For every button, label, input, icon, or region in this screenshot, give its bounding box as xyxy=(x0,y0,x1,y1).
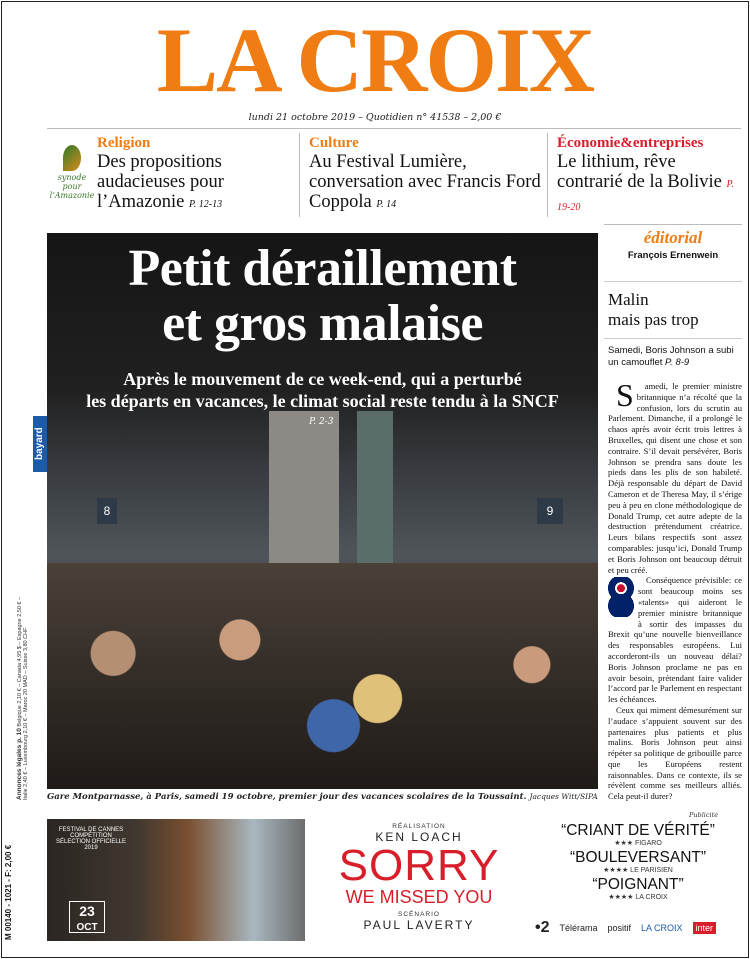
editorial-kicker: éditorial xyxy=(604,224,742,248)
teaser-kicker: Culture xyxy=(309,135,359,151)
lead-headline[interactable]: Petit déraillement et gros malaise xyxy=(128,240,517,352)
press-quotes: “CRIANT DE VÉRITÉ” ★★★ FIGARO “BOULEVERSANT” ★★★★ LE PARISIEN “POIGNANT” ★★★★ LA CROIX xyxy=(561,822,715,901)
positif-logo: positif xyxy=(607,923,632,933)
barcode: M 00140 - 1021 - F: 2,00 € xyxy=(4,844,13,940)
film-title: SORRY xyxy=(338,841,500,890)
teaser-culture[interactable] xyxy=(309,135,547,215)
editorial-column xyxy=(604,224,742,802)
divider xyxy=(604,338,742,339)
telerama-logo: Télérama xyxy=(559,923,598,933)
editorial-title[interactable]: Malin mais pas trop xyxy=(608,290,699,329)
crowd-image xyxy=(47,563,598,789)
teaser-economie[interactable] xyxy=(557,135,741,218)
film-credits: RÉALISATION KEN LOACH SORRY WE MISSED YOU SCÉNARIO PAUL LAVERTY xyxy=(309,823,529,932)
editorial-intro: Samedi, Boris Johnson a subi un camouflet P. 8-9 xyxy=(608,345,734,368)
photo-caption: Gare Montparnasse, à Paris, samedi 19 octobre, premier jour des vacances scolaires de la Toussaint. Jacques Witt/SIPA xyxy=(47,792,598,802)
film-advertisement[interactable] xyxy=(47,819,741,941)
teaser-headline: Des propositions audacieuses pour l’Amazonie P. 12-13 xyxy=(97,152,224,212)
teaser-page: P. 19-20 xyxy=(557,179,734,213)
gate-sign: 8 xyxy=(97,498,117,524)
teaser-page: P. 14 xyxy=(376,199,397,210)
teaser-bar xyxy=(47,128,741,224)
lead-page-ref: P. 2-3 xyxy=(309,417,334,427)
station-pillar xyxy=(357,411,393,581)
dateline: lundi 21 octobre 2019 – Quotidien n° 41538 – 2,00 € xyxy=(248,112,502,123)
ad-label: Publicité xyxy=(689,811,719,819)
gate-sign: 9 xyxy=(537,498,563,524)
synode-label: synode pour l’Amazonie xyxy=(49,173,95,200)
lacroix-logo: LA CROIX xyxy=(641,923,683,933)
uk-eu-flag-icon xyxy=(608,577,634,617)
teaser-kicker: Religion xyxy=(97,135,151,151)
legal-notice: Annonces légales p. 10 Belgique 2,10 € – Canada 4,95 $ – Espagne 2,50 € – Italie 2,40 € – Luxembourg 2,10 € – Maroc 20 MAD – Suisse 3,80 CHF xyxy=(16,596,29,800)
teaser-headline: Au Festival Lumière, conversation avec Francis Ford Coppola P. 14 xyxy=(309,152,541,212)
lead-deck: Après le mouvement de ce week-end, qui a perturbé les départs en vacances, le climat social reste tendu à la SNCF xyxy=(86,369,559,411)
teaser-religion[interactable] xyxy=(97,135,297,215)
film-still xyxy=(47,819,305,941)
station-pillar xyxy=(269,411,339,581)
lead-photo[interactable] xyxy=(47,233,598,789)
partner-logos xyxy=(535,919,735,937)
divider xyxy=(547,133,548,217)
teaser-page: P. 12-13 xyxy=(188,199,223,210)
masthead-logo[interactable]: LA CROIX xyxy=(156,9,594,111)
photo-credit: Jacques Witt/SIPA xyxy=(529,792,598,801)
inter-logo: inter xyxy=(693,922,717,934)
cannes-laurel: FESTIVAL DE CANNES COMPÉTITION SÉLECTION OFFICIELLE 2019 xyxy=(55,827,127,851)
teaser-kicker: Économie&entreprises xyxy=(557,135,704,151)
editorial-body: S amedi, le premier ministre britannique n’a récolté que la confusion, lors du scrutin au Parlement. Dimanche, il a prolongé le chaos après avoir écrit trois lettres à Bruxelles, qui disent une chose et son contraire. S’il devait persévérer, Boris Johnson se prendra sans doute les pieds dans les plis de son habileté. Déjà responsable du départ de David Cameron et de Theresa May, il s’érige peu à peu en clone méthodologique de Donald Trump, cet autre adepte de la destruction prétendument créatrice. Leurs bilans respectifs sont assez comparables: jusqu’ici, Donald Trump et Boris Johnson ont beaucoup détruit et peu créé. Conséquence prévisible: ce sont beaucoup moins ses «talents» qui aideront le premier ministre britannique à sortir des impasses du Brexit qu’une nouvelle bienveillance des responsables européens. Lui accorderont-ils un nouveau délai? Boris Johnson proclame ne pas en avoir besoin, prétendant faire valider l’accord par le Parlement en respectant les échéances. Ceux qui miment démesurément sur l’audace s’appuient souvent sur des partenaires plus patients et plus malins. Boris Johnson peut ainsi répéter sa politique de gribouille parce que les Européens restent raisonnables. Dans ce contexte, ils se révèlent comme ses meilleurs alliés. Cela peut-il durer? xyxy=(608,377,742,802)
dropcap: S xyxy=(616,377,634,413)
release-date: 23 OCT xyxy=(69,901,105,933)
editorial-author: François Ernenwein xyxy=(604,250,742,282)
synode-logo xyxy=(49,145,95,200)
france2-logo: •2 xyxy=(535,919,550,936)
divider xyxy=(299,133,300,217)
film-subtitle: WE MISSED YOU xyxy=(345,887,493,907)
teaser-headline: Le lithium, rêve contrarié de la Bolivie P. 19-20 xyxy=(557,152,734,213)
bayard-logo: bayard xyxy=(33,416,47,472)
leaf-icon xyxy=(63,145,81,171)
